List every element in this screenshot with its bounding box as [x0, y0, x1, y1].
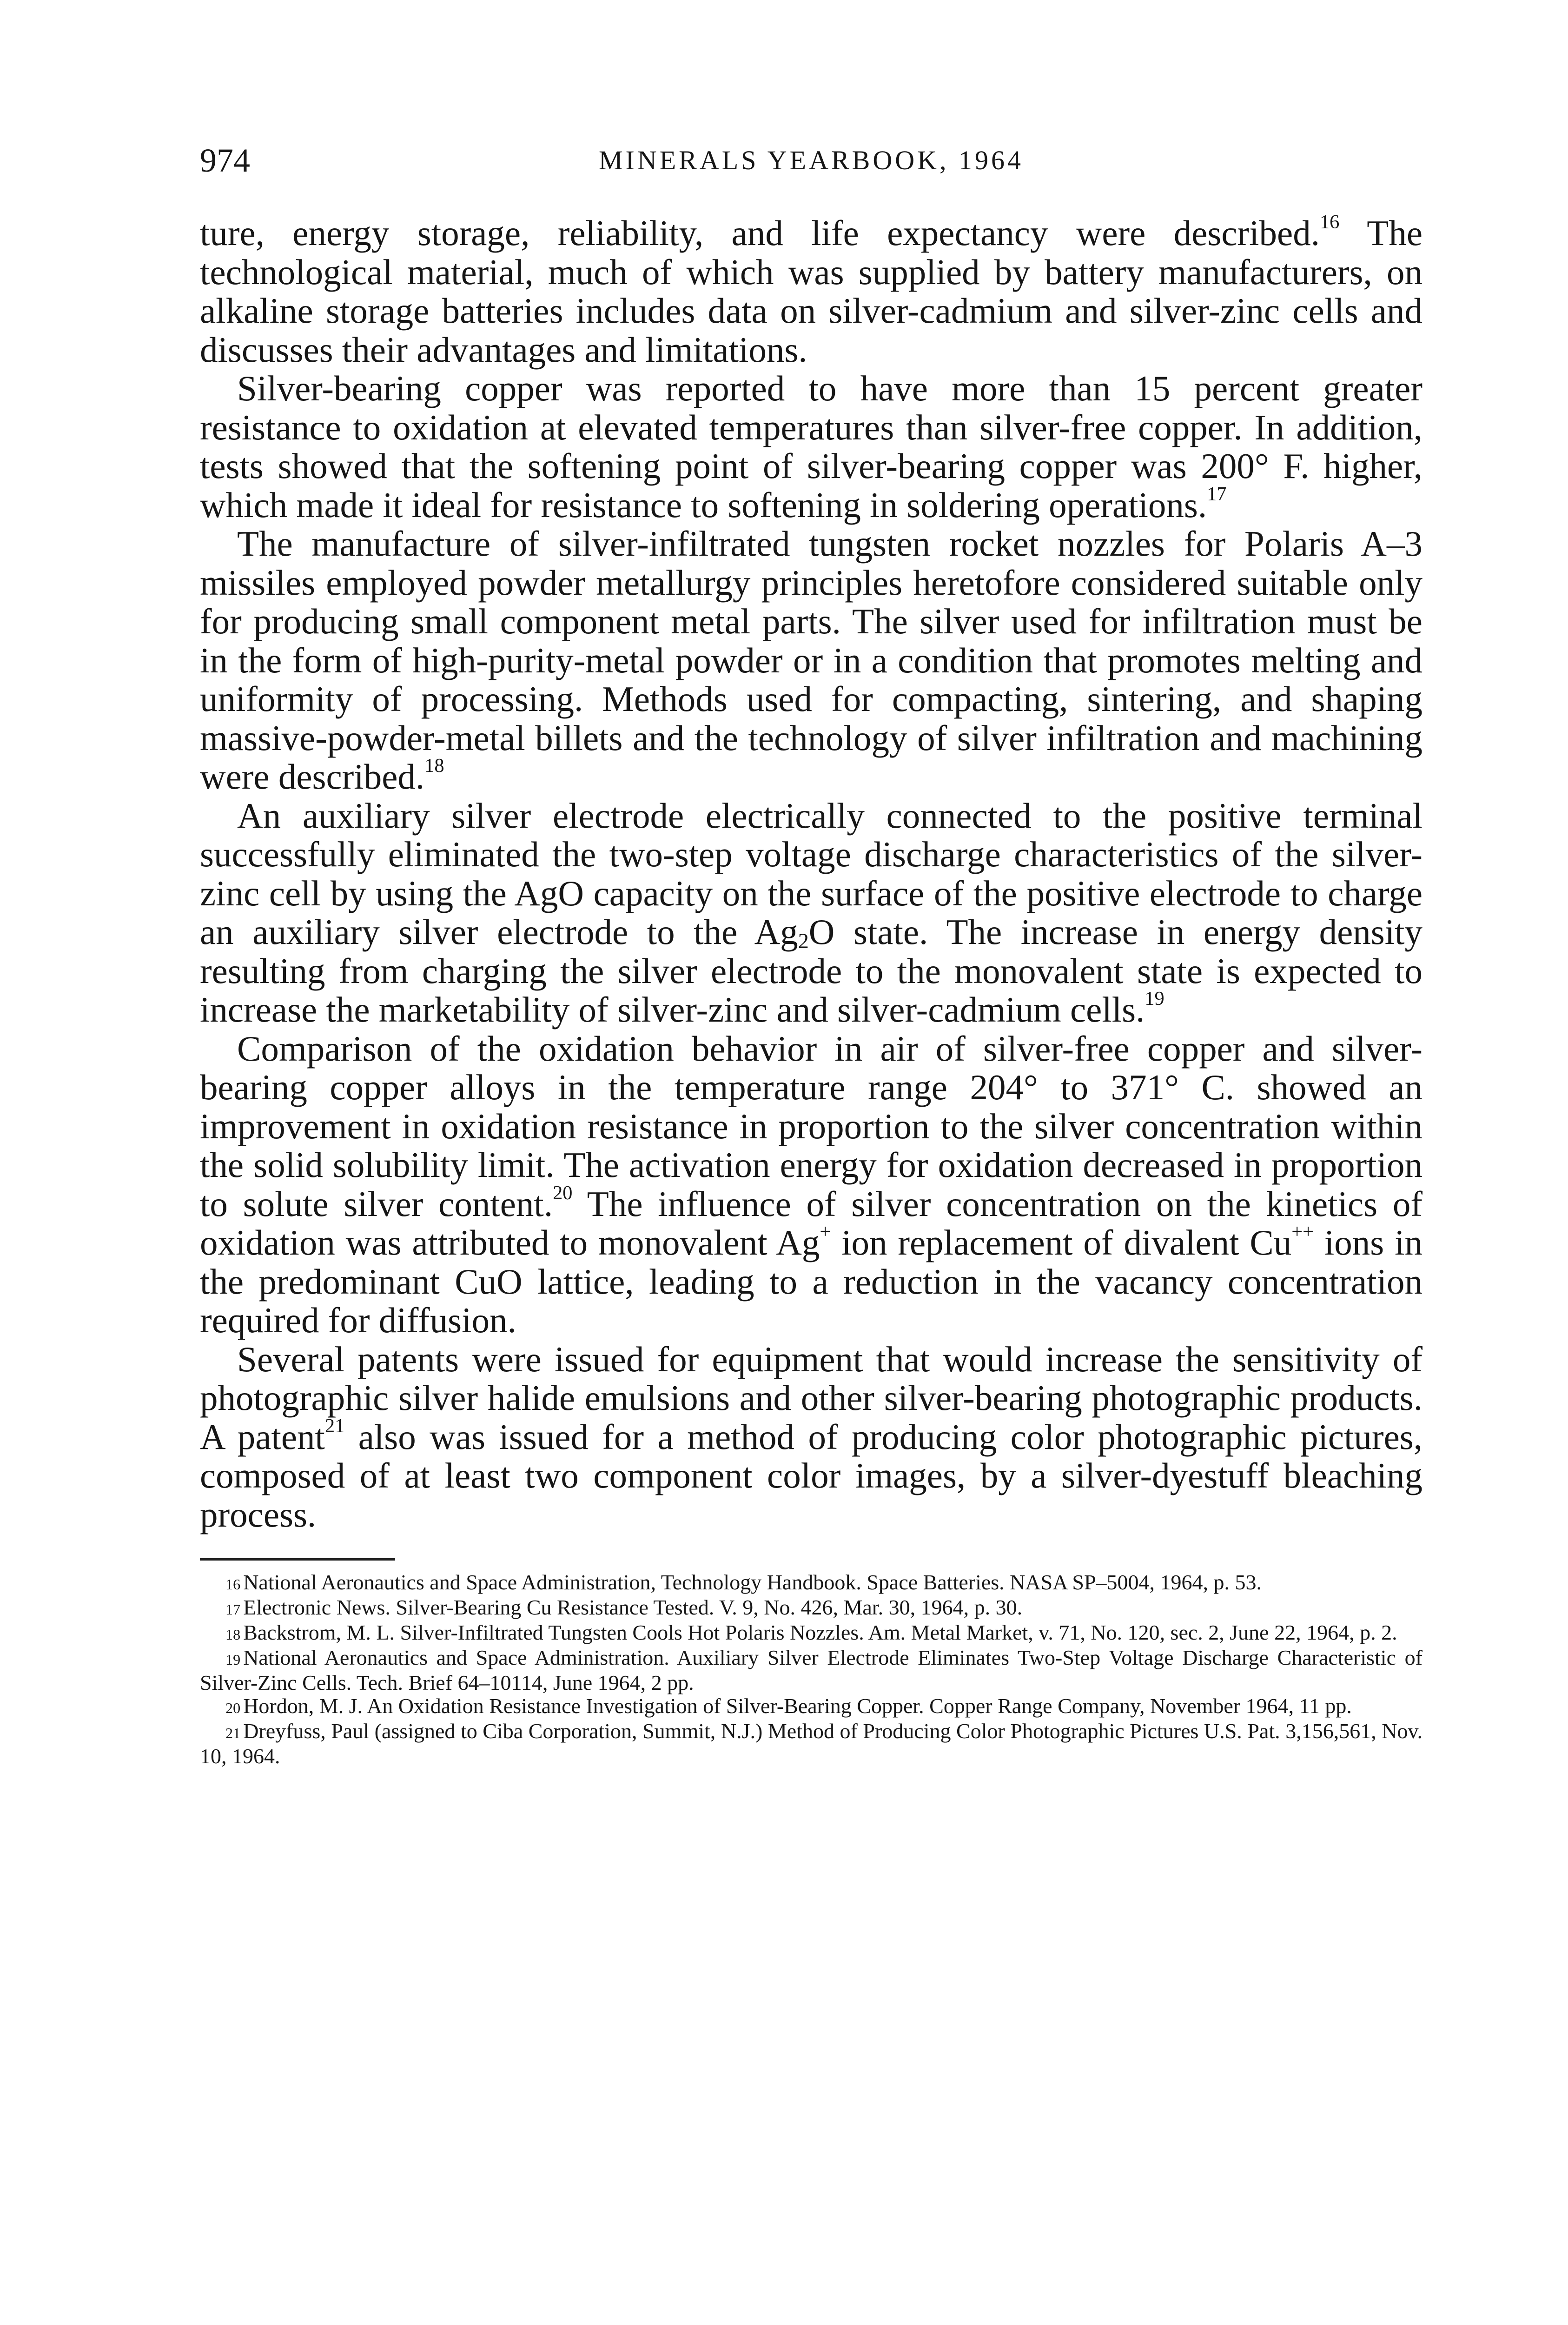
footnotes — [200, 1571, 1422, 1768]
paragraph-text: The manufacture of silver-infiltrated tungsten rocket nozzles for Polaris A–3 missiles employed powder metallurgy principles heretofore considered suitable only for producing small component metal parts. The silver used for infiltration must be in the form of high-purity-metal powder or in a condition that promotes melting and uniformity of processing. Methods used for compacting, sintering, and shaping massive-powder-metal billets and the technology of silver infiltration and machining were described. — [200, 524, 1422, 797]
paragraph-text: ture, energy storage, reliability, and life expectancy were described. — [200, 213, 1320, 253]
footnote-number: 19 — [225, 1651, 241, 1668]
footnote-text: National Aeronautics and Space Administration. Auxiliary Silver Electrode Eliminates Two-Step Voltage Discharge Characteristic of Silver-Zinc Cells. Tech. Brief 64–10114, June 1964, 2 pp. — [200, 1646, 1422, 1694]
paragraph-text: O state. The increase in energy density resulting from charging the silver electrode to the monovalent state is expected to increase the marketability of silver-zinc and silver-cadmium cells. — [200, 912, 1422, 1030]
footnote-text: Dreyfuss, Paul (assigned to Ciba Corporation, Summit, N.J.) Method of Producing Color Photographic Pictures U.S. Pat. 3,156,561, Nov. 10, 1964. — [200, 1719, 1422, 1768]
footnote-divider — [200, 1558, 395, 1561]
superscript: ++ — [1291, 1221, 1314, 1243]
paragraph — [200, 369, 1422, 525]
footnote-text: National Aeronautics and Space Administration, Technology Handbook. Space Batteries. NASA SP–5004, 1964, p. 53. — [243, 1570, 1262, 1594]
paragraph — [200, 211, 1422, 370]
footnote — [200, 1571, 1422, 1596]
footnote-text: Hordon, M. J. An Oxidation Resistance Investigation of Silver-Bearing Copper. Copper Range Company, November 1964, 11 pp. — [243, 1694, 1352, 1718]
document-page — [200, 135, 1422, 1768]
body-text — [200, 211, 1423, 1534]
footnote — [200, 1621, 1422, 1646]
paragraph — [200, 1340, 1422, 1534]
footnote-text: Backstrom, M. L. Silver-Infiltrated Tungsten Cools Hot Polaris Nozzles. Am. Metal Market, v. 71, No. 120, sec. 2, June 22, 1964, p. 2. — [243, 1621, 1397, 1644]
paragraph-text: also was issued for a method of producing color photographic pictures, composed of at least two component color images, by a silver-dyestuff bleaching process. — [200, 1416, 1423, 1534]
superscript: + — [820, 1221, 831, 1243]
superscript: 21 — [324, 1415, 345, 1437]
paragraph-text: Silver-bearing copper was reported to have more than 15 percent greater resistance to oxidation at elevated temperatures than silver-free copper. In addition, tests showed that the softening point of silver-bearing copper was 200° F. higher, which made it ideal for resistance to softening in soldering operations. — [200, 368, 1422, 525]
paragraph — [200, 797, 1422, 1030]
paragraph-text: ions in the predominant CuO lattice, leading to a reduction in the vacancy concentration required for diffusion. — [200, 1222, 1422, 1340]
paragraph — [200, 1030, 1422, 1340]
footnote-number: 20 — [225, 1700, 241, 1716]
paragraph-text: The influence of silver concentration on the kinetics of oxidation was attributed to monovalent Ag — [200, 1183, 1422, 1262]
footnote-number: 21 — [225, 1725, 241, 1741]
paragraph-text: Several patents were issued for equipment that would increase the sensitivity of photographic silver halide emulsions and other silver-bearing photographic products. A patent — [200, 1339, 1422, 1457]
superscript: 16 — [1319, 211, 1340, 233]
footnote-number: 16 — [225, 1576, 241, 1593]
footnote-number: 17 — [225, 1601, 241, 1618]
footnote — [200, 1646, 1422, 1694]
paragraph-text: ion replacement of divalent Cu — [831, 1222, 1292, 1262]
page-number: 974 — [200, 142, 250, 179]
superscript: 17 — [1207, 483, 1227, 505]
superscript: 18 — [424, 755, 444, 777]
running-head — [200, 135, 1422, 186]
paragraph — [200, 525, 1422, 797]
running-title: MINERALS YEARBOOK, 1964 — [598, 145, 1024, 175]
footnote-number: 18 — [225, 1626, 241, 1643]
paragraph-text: The technological material, much of which was supplied by battery manufacturers, on alkaline storage batteries includes data on silver-cadmium and silver-zinc cells and discusses their advantages and limitations. — [200, 213, 1422, 370]
footnote — [200, 1694, 1422, 1720]
superscript: 20 — [553, 1182, 573, 1204]
footnote — [200, 1596, 1422, 1621]
paragraph-text: Comparison of the oxidation behavior in air of silver-free copper and silver-bearing copper alloys in the temperature range 204° to 371° C. showed an improvement in oxidation resistance in proportion to the silver concentration within the solid solubility limit. The activation energy for oxidation decreased in proportion to solute silver content. — [200, 1028, 1422, 1224]
footnote — [200, 1720, 1422, 1768]
subscript: 2 — [798, 929, 809, 953]
superscript: 19 — [1145, 988, 1164, 1010]
paragraph-text: An auxiliary silver electrode electrically connected to the positive terminal successfully eliminated the two-step voltage discharge characteristics of the silver-zinc cell by using the AgO capacity on the surface of the positive electrode to charge an auxiliary silver electrode to the Ag — [200, 795, 1422, 952]
footnote-text: Electronic News. Silver-Bearing Cu Resistance Tested. V. 9, No. 426, Mar. 30, 1964, p. 30. — [243, 1595, 1023, 1619]
